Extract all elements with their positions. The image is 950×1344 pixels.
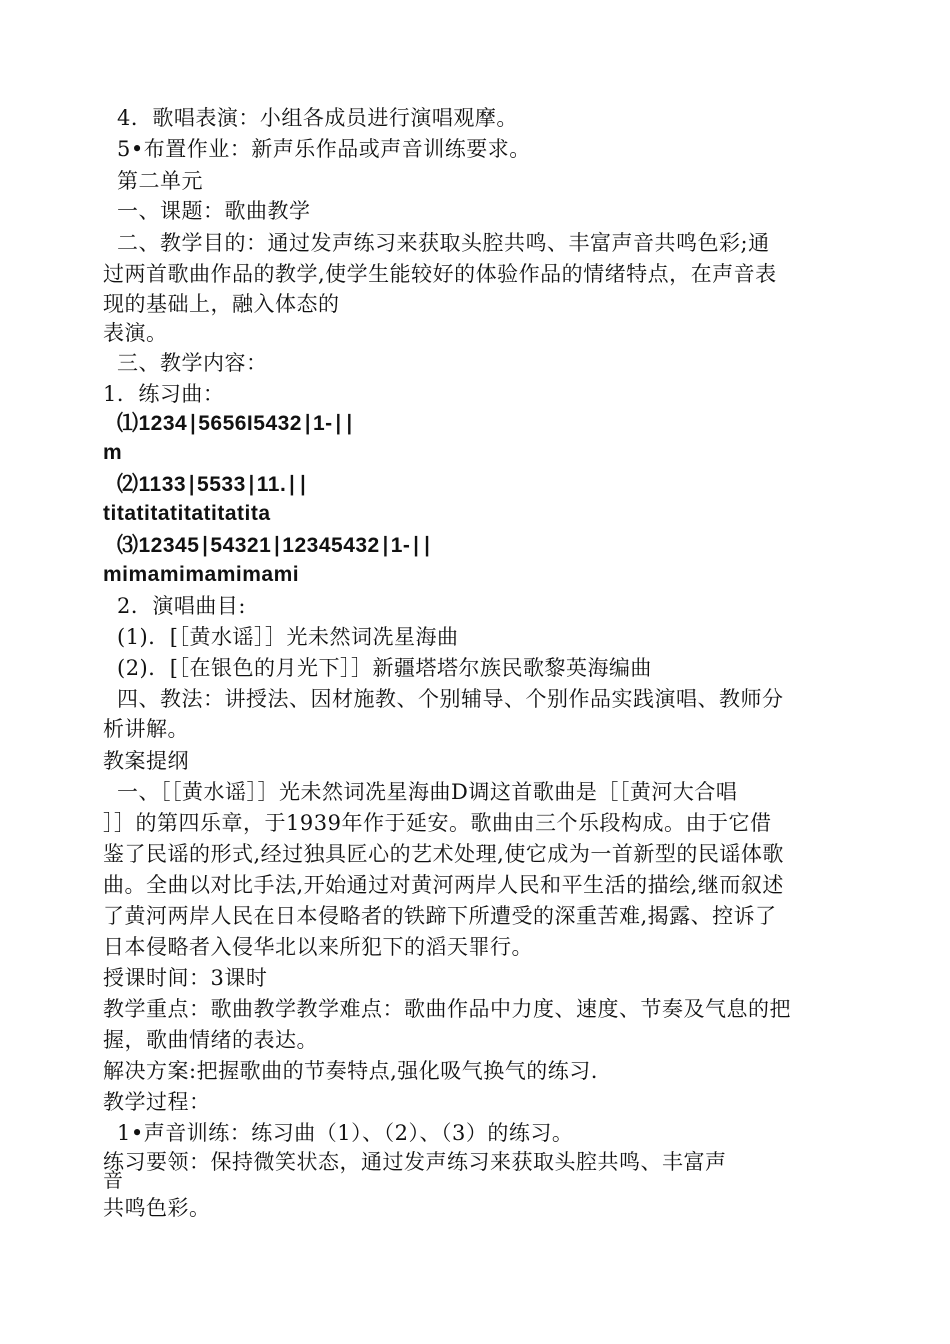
text-line: 授课时间：3课时	[103, 966, 268, 990]
text-line: 三、教学内容：	[117, 351, 268, 375]
text-line: 1•声音训练：练习曲（1）、（2）、（3）的练习。	[117, 1121, 574, 1145]
text-line: 二、教学目的：通过发声练习来获取头腔共鸣、丰富声音共鸣色彩;通	[117, 231, 770, 255]
text-line: 1．练习曲：	[103, 382, 225, 406]
text-line: 5•布置作业：新声乐作品或声音训练要求。	[117, 137, 531, 161]
text-line: 过两首歌曲作品的教学,使学生能较好的体验作品的情绪特点，在声音表	[103, 262, 777, 286]
text-line: 音	[103, 1168, 124, 1192]
exercise-syllables: mimamimamimami	[103, 563, 300, 586]
text-line: 日本侵略者入侵华北以来所犯下的滔天罪行。	[103, 935, 533, 959]
text-line: 一、课题：歌曲教学	[117, 199, 311, 223]
text-line: 鉴了民谣的形式,经过独具匠心的艺术处理,使它成为一首新型的民谣体歌	[103, 842, 784, 866]
text-line: 4．歌唱表演：小组各成员进行演唱观摩。	[117, 106, 518, 130]
text-line: 共鸣色彩。	[103, 1196, 211, 1220]
text-line: 曲。全曲以对比手法,开始通过对黄河两岸人民和平生活的描绘,继而叙述	[103, 873, 784, 897]
text-line: 握，歌曲情绪的表达。	[103, 1028, 318, 1052]
text-line: 练习要领：保持微笑状态，通过发声练习来获取头腔共鸣、丰富声	[103, 1150, 727, 1174]
section-heading: 第二单元	[117, 169, 203, 193]
text-line: 教学重点：歌曲教学教学难点：歌曲作品中力度、速度、节奏及气息的把	[103, 997, 791, 1021]
text-line: (1)．[［黄水谣］］光未然词冼星海曲	[117, 625, 459, 649]
exercise-syllables: m	[103, 441, 123, 464]
exercise-notation: ⑶12345∣54321∣12345432∣1-∣∣	[117, 534, 433, 557]
text-line: ］］的第四乐章，于1939年作于延安。歌曲由三个乐段构成。由于它借	[103, 811, 772, 835]
text-line: 析讲解。	[103, 717, 189, 741]
text-line: 教学过程：	[103, 1090, 211, 1114]
text-line: 表演。	[103, 321, 168, 345]
text-line: 一、［［黄水谣］］光未然词冼星海曲D调这首歌曲是［［黄河大合唱	[117, 780, 738, 804]
exercise-syllables: titatitatitatitatita	[103, 502, 271, 525]
text-line: 解决方案:把握歌曲的节奏特点,强化吸气换气的练习.	[103, 1059, 598, 1083]
exercise-notation: ⑴1234∣5656I5432∣1-∣∣	[117, 412, 355, 435]
section-heading: 教案提纲	[103, 749, 189, 773]
text-line: 四、教法：讲授法、因材施教、个别辅导、个别作品实践演唱、教师分	[117, 687, 784, 711]
text-line: (2)．[［在银色的月光下］］新疆塔塔尔族民歌黎英海编曲	[117, 656, 652, 680]
text-line: 2．演唱曲目:	[117, 594, 246, 618]
text-line: 了黄河两岸人民在日本侵略者的铁蹄下所遭受的深重苦难,揭露、控诉了	[103, 904, 777, 928]
text-line: 现的基础上，融入体态的	[103, 292, 340, 316]
exercise-notation: ⑵1133∣5533∣11.∣∣	[117, 473, 309, 496]
